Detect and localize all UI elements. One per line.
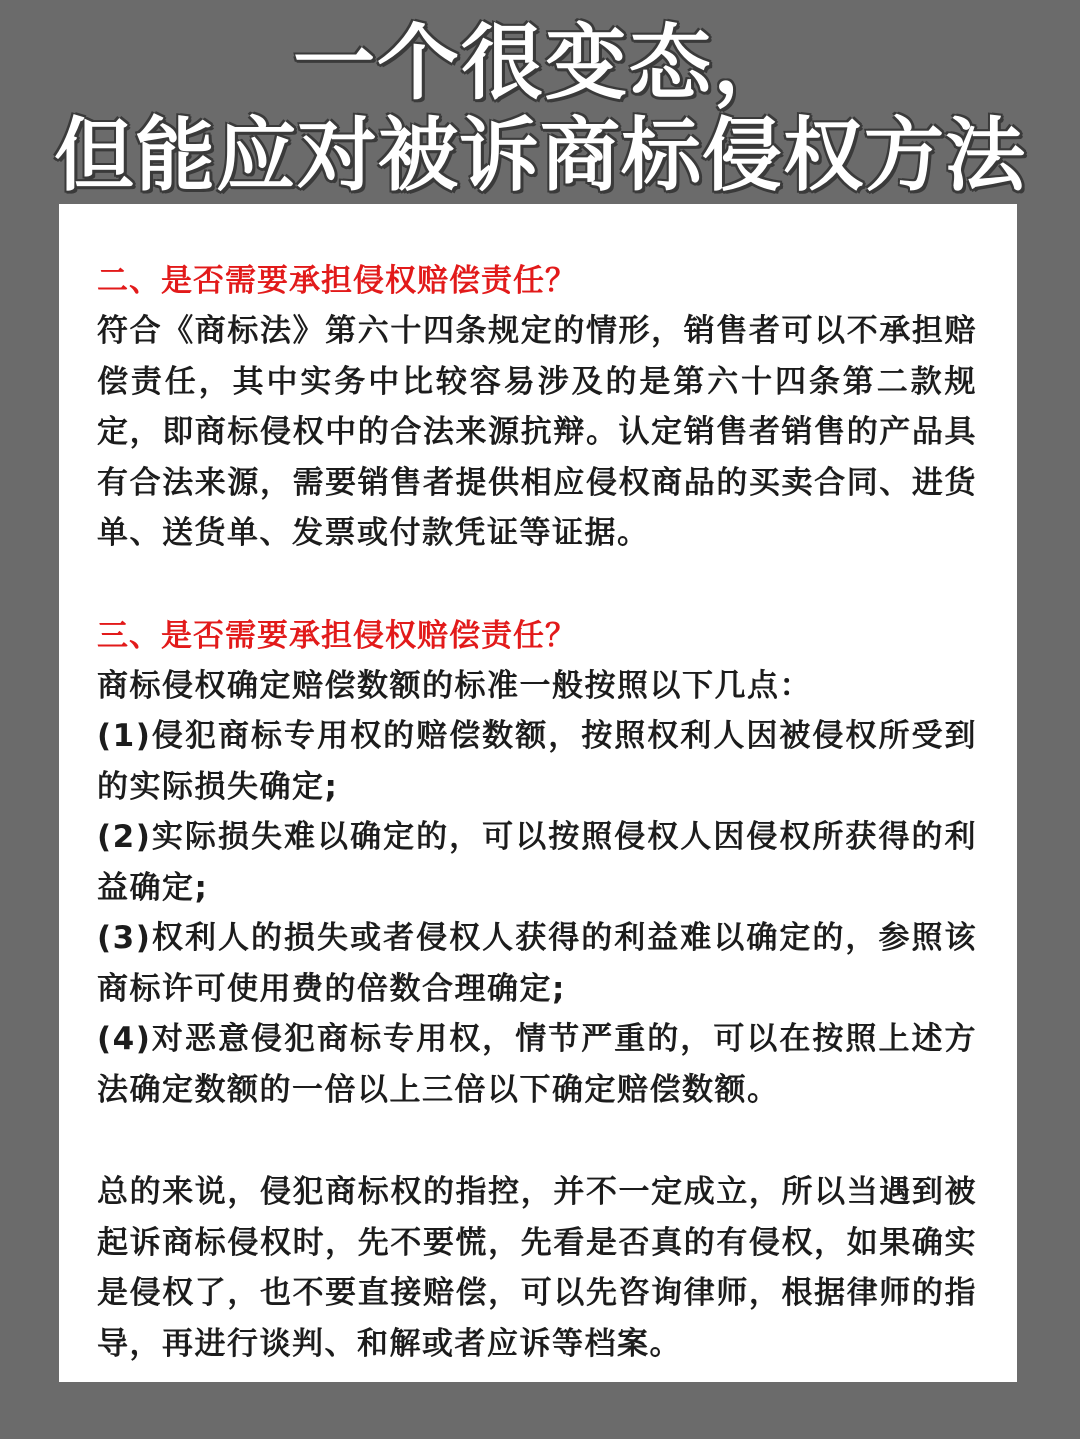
section-spacer [97, 1115, 977, 1167]
content-card [59, 204, 1017, 1382]
title-line-1: 一个很变态， [292, 16, 797, 111]
title-line-2: 但能应对被诉商标侵权方法 [54, 109, 1026, 202]
section-3-intro: 商标侵权确定赔偿数额的标准一般按照以下几点： [97, 667, 812, 704]
conclusion-paragraph: 总的来说，侵犯商标权的指控，并不一定成立，所以当遇到被起诉商标侵权时，先不要慌，先看是否真的有侵权，如果确实是侵权了，也不要直接赔偿，可以先咨询律师，根据律师的指导，再进行谈判、和解或者应诉等档案。 [97, 1174, 977, 1362]
section-3-heading: 三、是否需要承担侵权赔偿责任？ [97, 617, 577, 654]
section-2-heading: 二、是否需要承担侵权赔偿责任？ [97, 263, 577, 299]
section-3-item-1: (1)侵犯商标专用权的赔偿数额，按照权利人因被侵权所受到的实际损失确定; [97, 718, 977, 805]
section-2-body: 符合《商标法》第六十四条规定的情形，销售者可以不承担赔偿责任，其中实务中比较容易涉及的是第六十四条第二款规定，即商标侵权中的合法来源抗辩。认定销售者销售的产品具有合法来源，需要销售者提供相应侵权商品的买卖合同、进货单、送货单、发票或付款凭证等证据。 [97, 313, 977, 551]
section-3-item-2: (2)实际损失难以确定的，可以按照侵权人因侵权所获得的利益确定; [97, 819, 977, 906]
section-3-item-4: (4)对恶意侵犯商标专用权，情节严重的，可以在按照上述方法确定数额的一倍以上三倍以下确定赔偿数额。 [97, 1021, 977, 1108]
section-spacer [97, 559, 977, 611]
section-3-item-3: (3)权利人的损失或者侵权人获得的利益难以确定的，参照该商标许可使用费的倍数合理确定; [97, 920, 977, 1007]
page-title [0, 18, 1080, 202]
